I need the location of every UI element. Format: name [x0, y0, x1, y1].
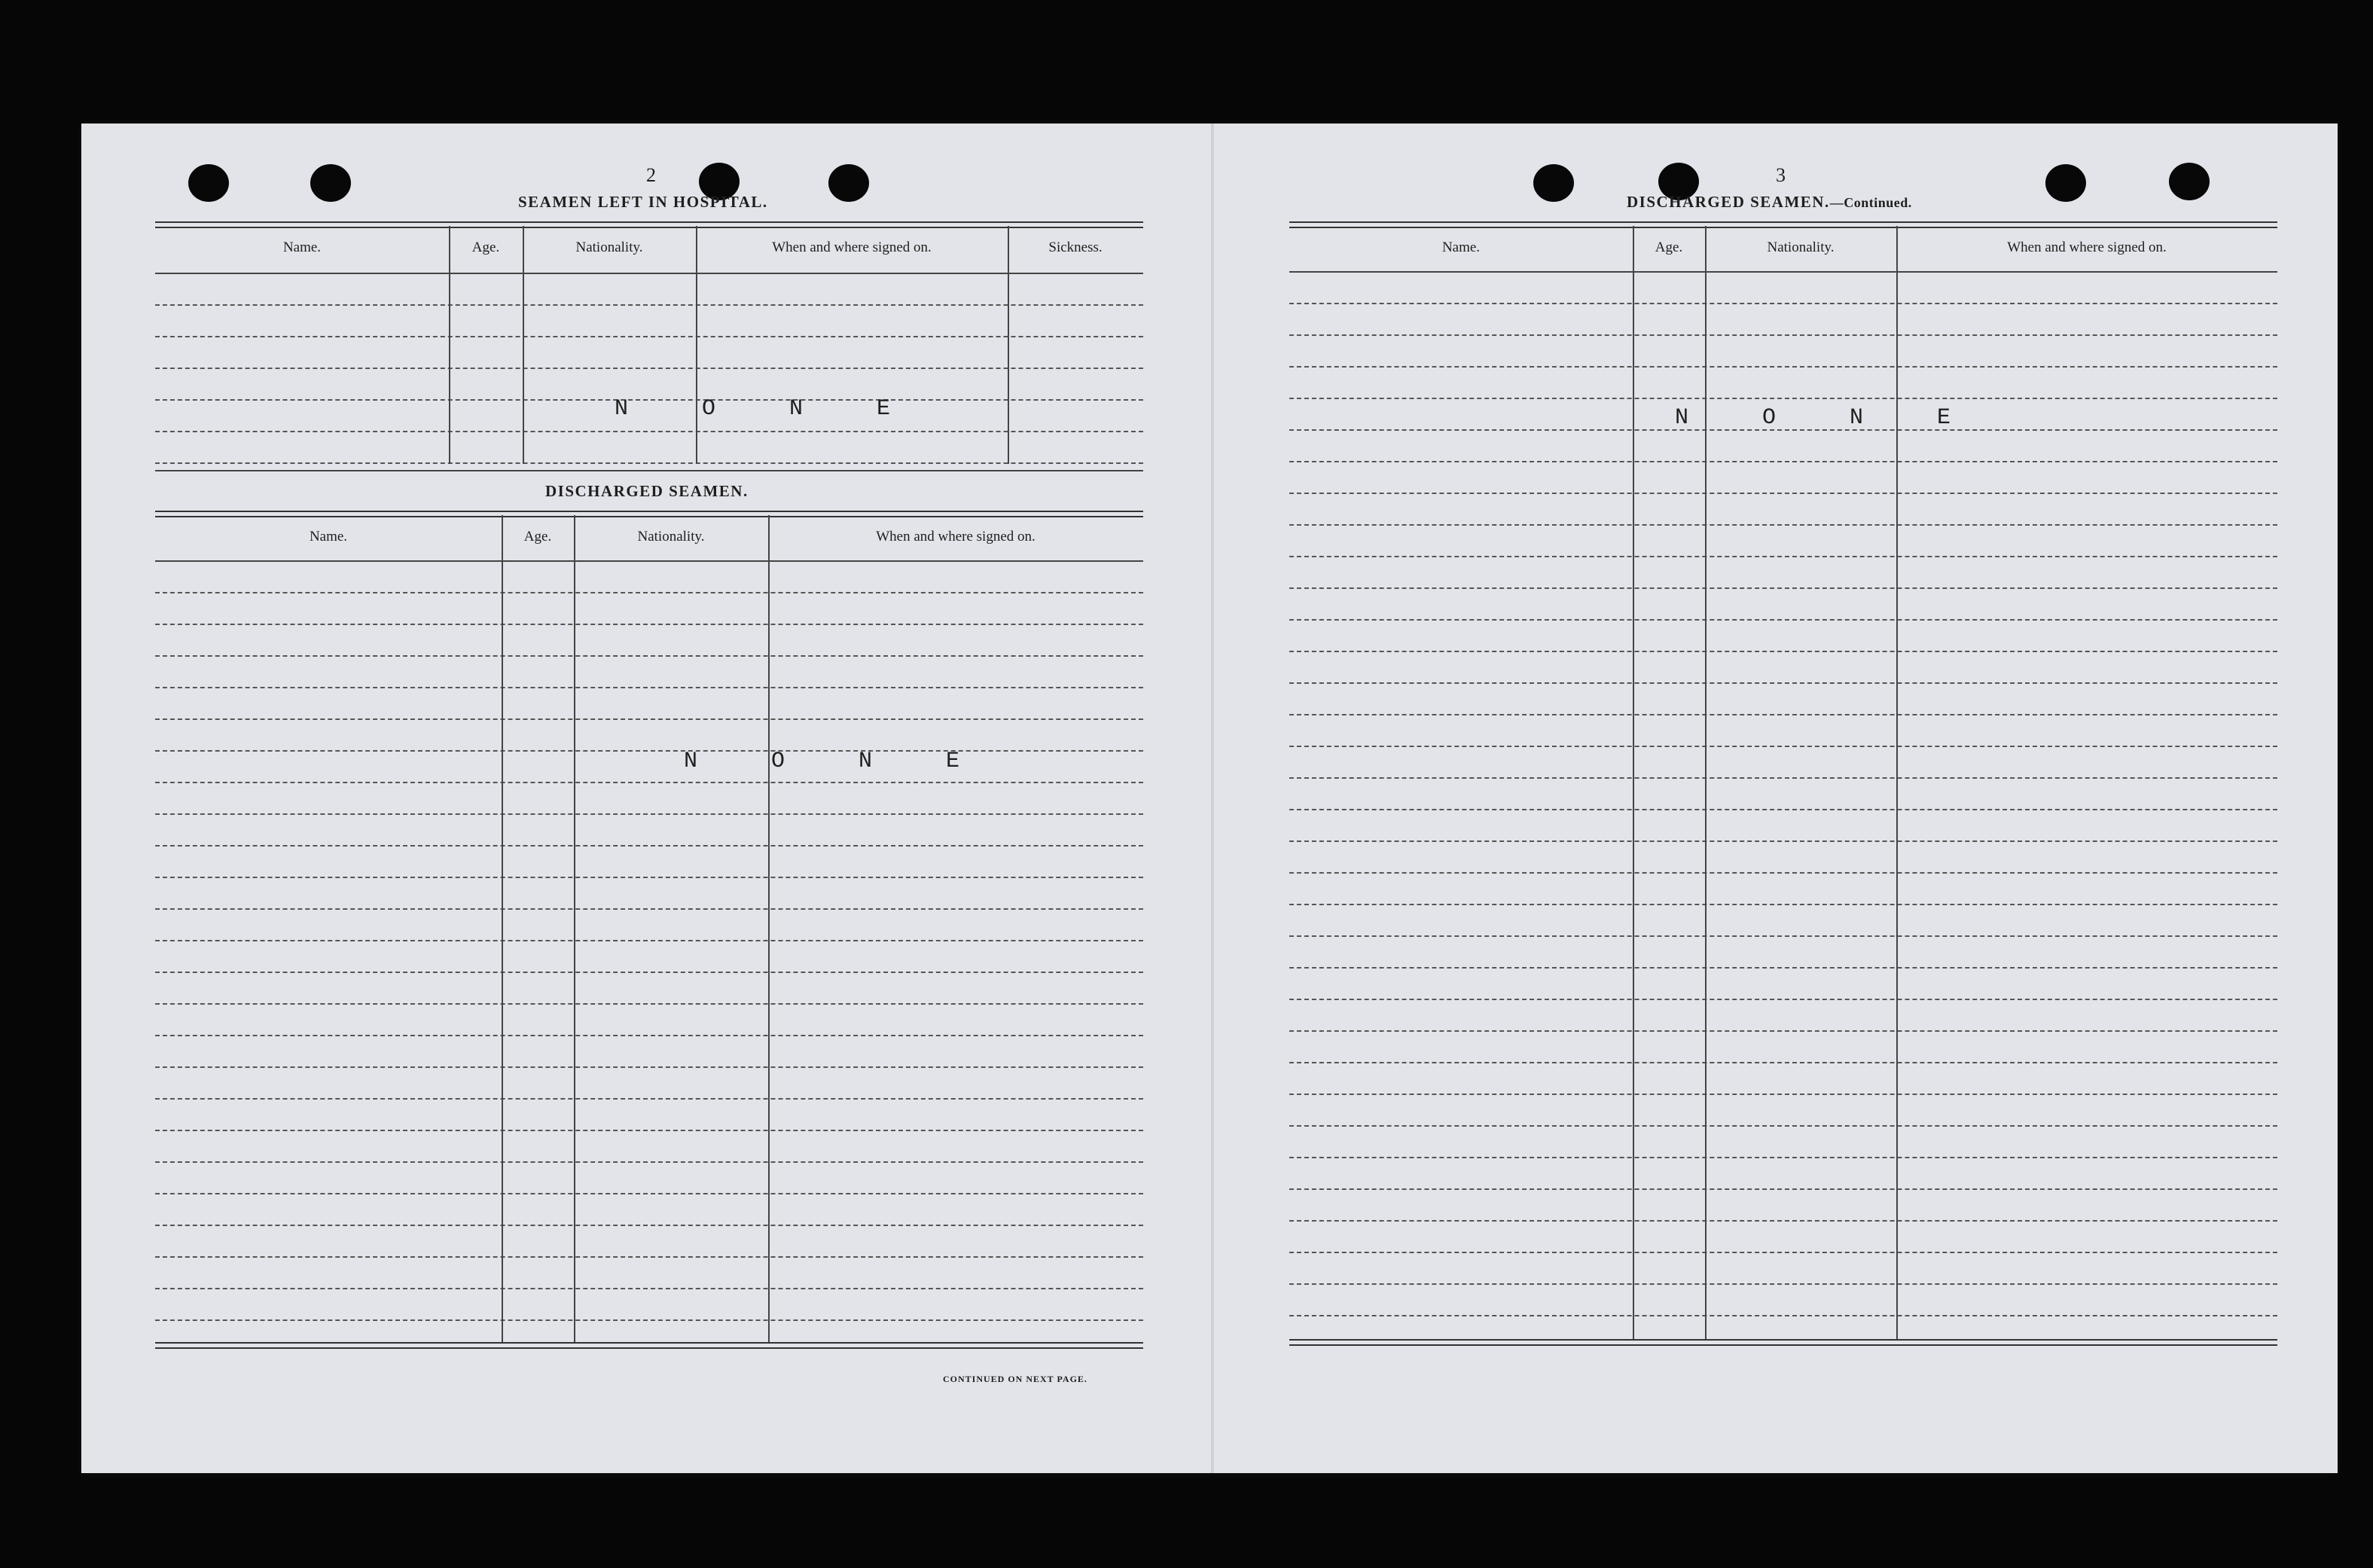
col-age-header: Age.	[1655, 239, 1683, 255]
col-age-header: Age.	[523, 529, 552, 545]
hospital-table	[155, 221, 1143, 470]
discharged-section-title: DISCHARGED SEAMEN.	[545, 482, 749, 500]
col-name-header: Name.	[282, 239, 322, 255]
discharged-continued-title	[1627, 193, 1912, 212]
page-number-left: 2	[646, 164, 656, 186]
hospital-section-title: SEAMEN LEFT IN HOSPITAL.	[518, 193, 768, 211]
discharged-table-left	[155, 511, 1143, 1371]
title-suffix: —Continued.	[1829, 195, 1912, 210]
continued-note: CONTINUED ON NEXT PAGE.	[943, 1374, 1087, 1384]
col-nationality-header: Nationality.	[575, 239, 643, 255]
col-nationality-header: Nationality.	[1767, 239, 1835, 255]
none-entry: N O N E	[684, 749, 990, 774]
punch-hole	[2045, 164, 2086, 202]
title-text: DISCHARGED SEAMEN.	[1627, 193, 1830, 211]
page-fold	[1211, 124, 1214, 1473]
none-entry: N O N E	[615, 396, 921, 422]
col-nationality-header: Nationality.	[637, 529, 705, 545]
col-signed-on-header: When and where signed on.	[2007, 239, 2167, 255]
punch-hole	[828, 164, 869, 202]
punch-hole	[2169, 163, 2210, 200]
col-name-header: Name.	[309, 529, 348, 545]
punch-hole	[310, 164, 351, 202]
col-name-header: Name.	[1441, 239, 1481, 255]
none-entry: N O N E	[1675, 405, 1981, 431]
col-age-header: Age.	[471, 239, 500, 255]
punch-hole	[1533, 164, 1574, 202]
page-number-right: 3	[1776, 164, 1786, 186]
punch-hole	[188, 164, 229, 202]
document-sheet	[81, 124, 2338, 1473]
col-signed-on-header: When and where signed on.	[772, 239, 932, 255]
col-sickness-header: Sickness.	[1048, 239, 1103, 255]
col-signed-on-header: When and where signed on.	[876, 529, 1036, 545]
discharged-table-right	[1289, 221, 2277, 1375]
